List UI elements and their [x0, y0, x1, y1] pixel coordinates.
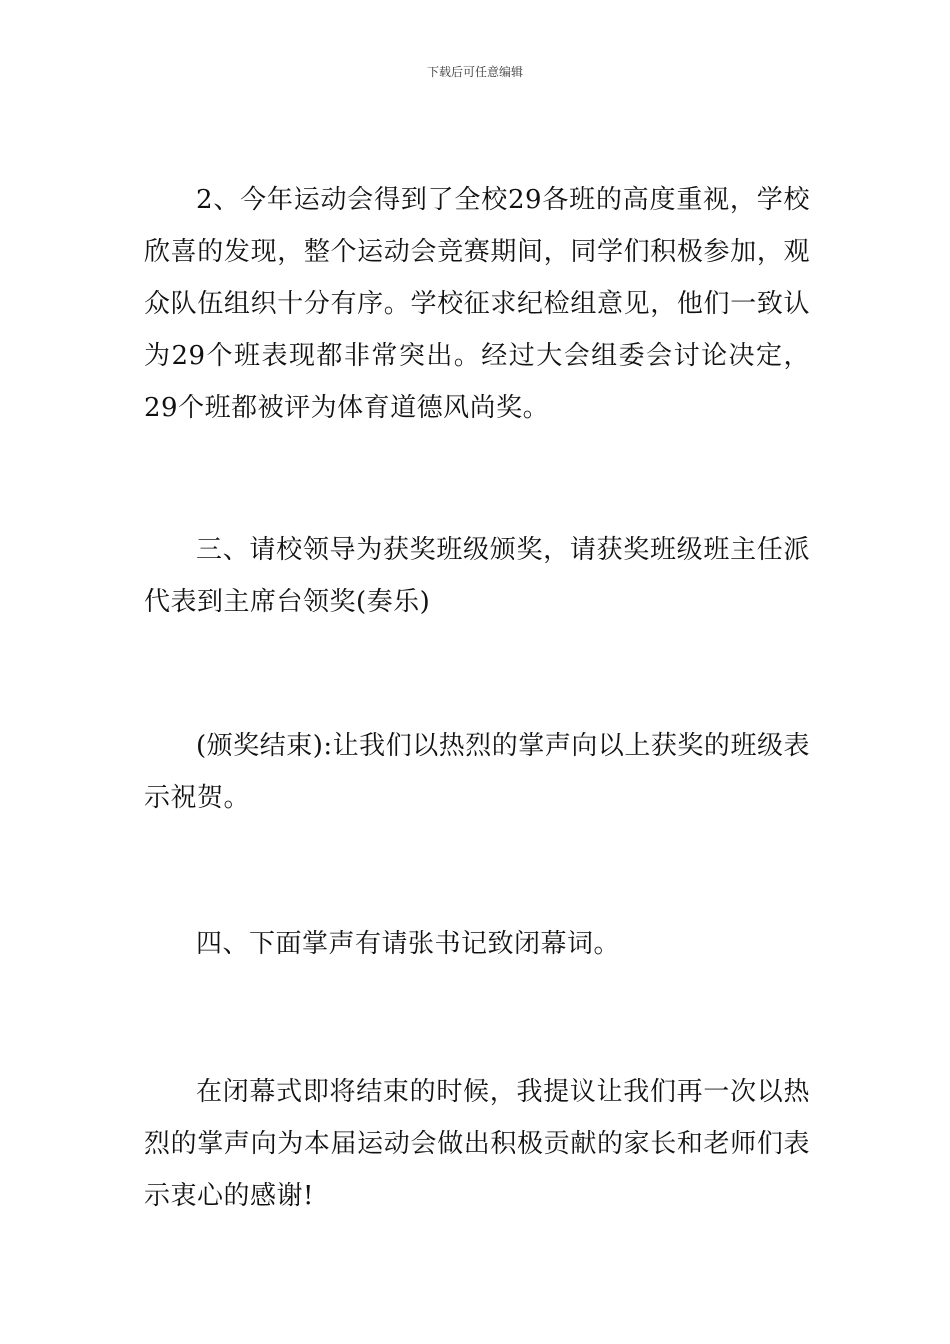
- paragraph-congratulations: (颁奖结束):让我们以热烈的掌声向以上获奖的班级表示祝贺。: [144, 731, 810, 813]
- page-header: 下载后可任意编辑: [426, 65, 523, 79]
- paragraph-thanks: 在闭幕式即将结束的时候，我提议让我们再一次以热烈的掌声向为本届运动会做出积极贡献的家长和老师们表示衷心的感谢!: [144, 1077, 810, 1211]
- paragraph-sportsmanship-award: 2、今年运动会得到了全校29各班的高度重视，学校欣喜的发现，整个运动会竞赛期间，同学们积极参加，观众队伍组织十分有序。学校征求纪检组意见，他们一致认为29个班表现都非常突出。经过大会组委会讨论决定，29个班都被评为体育道德风尚奖。: [144, 185, 810, 423]
- paragraph-award-ceremony: 三、请校领导为获奖班级颁奖，请获奖班级班主任派代表到主席台领奖(奏乐): [144, 535, 810, 617]
- paragraph-closing-speech: 四、下面掌声有请张书记致闭幕词。: [196, 929, 621, 959]
